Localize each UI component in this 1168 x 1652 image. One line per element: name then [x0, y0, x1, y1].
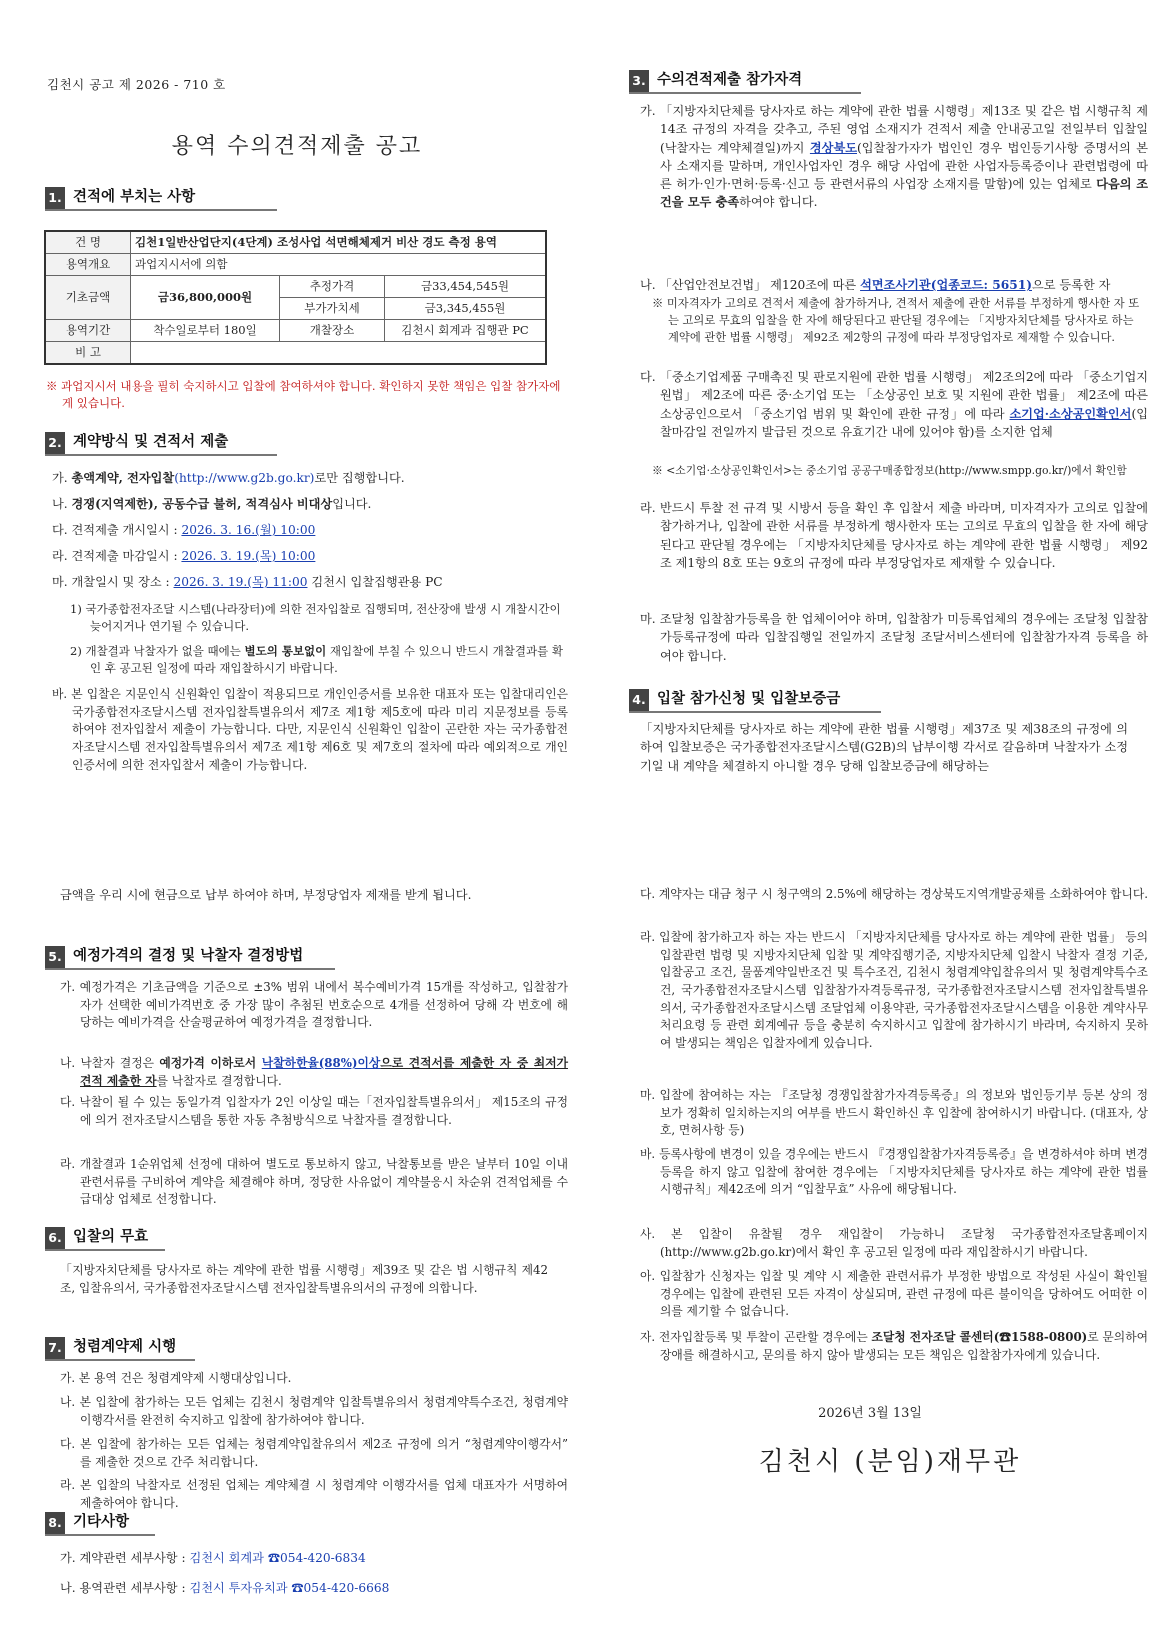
name-value: 김천1일반산업단지(4단계) 조성사업 석면해체제거 비산 경도 측정 용역: [131, 231, 547, 254]
issue-date: 2026년 3월 13일: [818, 1406, 922, 1421]
section-number: 6.: [45, 1227, 65, 1249]
place-value: 김천시 회계과 집행관 PC: [385, 320, 547, 342]
lower-limit-rate: 낙찰하한율(88%)이상: [261, 1056, 381, 1070]
section-number: 2.: [45, 432, 65, 454]
item-marker: 나.: [52, 497, 72, 511]
item-text: 가. 「지방자치단체를 당사자로 하는 계약에 관한 법률 시행령」제13조 및 같은 법 시행규칙 제14조 규정의 자격을 갖추고, 주된 영업 소재지가 견적서 제출 안내공고일 전일부터 입찰일(낙찰자는 계약체결일)까지: [640, 104, 1148, 155]
section-5-header: [45, 946, 335, 970]
r2-item-ra: 라. 입찰에 참가하고자 하는 자는 반드시 「지방자치단체를 당사자로 하는 계약에 관한 법률」 등의 입찰관련 법령 및 지방자치단체 입찰 및 계약집행기준, 지방자치단체 입찰시 낙찰자 결정 기준, 입찰공고 조건, 물품계약일반조건 및 특수조건, 김천시 청렴계약입찰유의서 및 청렴계약특수조건, 국가종합전자조달시스템 입찰참가자격등록규정, 국가종합전자조달시스템 전자입찰특별유의서, 국가종합전자조달시스템 조달업체 이용약관, 국가종합전자조달시스템을 이용한 계약사무처리요령 등 관련 회계예규 등을 충분히 숙지하시고 입찰에 참가하시기 바라며, 숙지하지 못하여 발생되는 책임은 입찰자에게 있습니다.: [640, 930, 1148, 1051]
section-title: 입찰 참가신청 및 입찰보증금: [657, 691, 841, 708]
name-label: 건 명: [45, 231, 131, 254]
s4-body: 「지방자치단체를 당사자로 하는 계약에 관한 법률 시행령」제37조 및 제38조의 규정에 의하여 입찰보증은 국가종합전자조달시스템(G2B)의 납부이행 각서로 갈음하며 낙찰자가 소정 기일 내 계약을 체결하지 아니할 경우 당해 입찰보증금에 해당하는: [640, 722, 1128, 773]
s2-item-ma: [52, 573, 568, 591]
base-label: 기초금액: [45, 276, 131, 320]
section-title: 기타사항: [73, 1514, 130, 1531]
s7-item-ra: 라. 본 입찰의 낙찰자로 선정된 업체는 계약체결 시 청렴계약 이행각서를 업체 대표자가 서명하여 제출하여야 합니다.: [60, 1478, 568, 1510]
s3-item-ma: 마. 조달청 입찰참가등록을 한 업체이어야 하며, 입찰참가 미등록업체의 경우에는 조달청 입찰참가등록규정에 따라 입찰집행일 전일까지 조달청 조달서비스센터에 입찰참가자격 등록을 하여야 합니다.: [640, 612, 1148, 663]
item-text: 자. 전자입찰등록 및 투찰이 곤란할 경우에는: [640, 1330, 872, 1344]
s2-item-ga: [52, 469, 568, 487]
item-text: 로만 집행합니다.: [314, 471, 405, 485]
s7-item-da: 다. 본 입찰에 참가하는 모든 업체는 청렴계약입찰유의서 제2조 규정에 의거 “청렴계약이행각서” 를 제출한 것으로 간주 처리합니다.: [60, 1437, 568, 1469]
s7-item-na: 나. 본 입찰에 참가하는 모든 업체는 김천시 청렴계약 입찰특별유의서 청렴계약특수조건, 청렴계약 이행각서를 완전히 숙지하고 입찰에 참가하여야 합니다.: [60, 1395, 568, 1427]
s3-item-ra: 라. 반드시 투찰 전 규격 및 시방서 등을 확인 후 입찰서 제출 바라며, 미자격자가 고의로 입찰에 참가하거나, 입찰에 관한 서류를 부정하게 행사한자 또는 고의로 무효의 입찰을 한 자에 해당된다고 판단될 경우에는 「지방자치단체를 당사자로 하는 계약에 관한 법률 시행령」 제92조 제1항의 8호 또는 9호의 규정에 따라 부정당업자로 제재할 수 있습니다.: [640, 501, 1148, 570]
item-text: (입찰참가자가 법인인 경우 법인등기사항 증명서의 본사 소재지를 말하며, 개인사업자인 경우 해당 사업에 관한 사업자등록증이나 관련법령에 따른 허가·인가·면허·등록·신고 등 관련서류의 사업장 소재지를 말함)에 있는 업체로: [660, 140, 1148, 192]
r2-item-ma: 마. 입찰에 참여하는 자는 『조달청 경쟁입찰참가자격등록증』의 정보와 법인등기부 등본 상의 정보가 정확히 일치하는지의 여부를 반드시 확인하신 후 입찰에 참여하시기 바랍니다. (대표자, 상호, 면허사항 등): [640, 1088, 1148, 1138]
item-bold: 석면조사기관(업종코드: 5651): [860, 278, 1032, 292]
table-row: [45, 320, 546, 342]
document-title: 용역 수의견적제출 공고: [171, 134, 423, 159]
item-bold: 경쟁(지역제한), 공동수급 불허, 적격심사 비대상: [71, 497, 333, 511]
region: 경상북도: [809, 140, 857, 155]
section-2-header: [45, 432, 277, 456]
item-text: 하여야 합니다.: [739, 195, 818, 210]
item-bold: 으로 견적서를 제출한 자 중 최저가 견적 제출한 자: [80, 1056, 568, 1088]
est-label: 추정가격: [280, 276, 385, 298]
section-number: 8.: [45, 1512, 65, 1534]
section-title: 계약방식 및 견적서 제출: [73, 434, 229, 451]
r2-item-ja: [640, 1329, 1148, 1364]
s7-item-ga: 가. 본 용역 건은 청렴계약제 시행대상입니다.: [60, 1371, 292, 1385]
issuer-name: 김천시 (분임)재무관: [758, 1447, 1022, 1477]
section-title: 예정가격의 결정 및 낙찰자 결정방법: [73, 948, 304, 965]
item-text: (입찰마감일 전일까지 발급된 것으로 유효기간 내에 있어야 함)를 소지한 업체: [660, 406, 1148, 439]
section-7-header: [45, 1337, 195, 1361]
item-text: 나. 용역관련 세부사항 :: [60, 1581, 190, 1595]
section-title: 견적에 부치는 사항: [73, 189, 196, 206]
period-value: 착수일로부터 180일: [131, 320, 280, 342]
contact-investment: 김천시 투자유치과 ☎054-420-6668: [189, 1581, 390, 1595]
section-number: 1.: [45, 187, 65, 209]
table-row: [45, 231, 546, 254]
s5-item-ga: 가. 예정가격은 기초금액을 기준으로 ±3% 범위 내에서 복수예비가격 15개를 작성하고, 입찰참가자가 선택한 예비가격번호 중 가장 많이 추첨된 번호순으로 4개를 선정하여 당해 각 번호에 해당하는 예비가격을 산술평균하여 예정가격을 결정합니다.: [60, 980, 568, 1030]
info-table: [44, 230, 547, 365]
item-text: 나. 낙찰자 결정은: [60, 1056, 160, 1070]
item-bold: 총액계약, 전자입찰: [71, 471, 175, 485]
remark-value: [131, 342, 547, 365]
section-title: 입찰의 무효: [73, 1229, 149, 1246]
overview-label: 용역개요: [45, 254, 131, 276]
item-text: 라. 견적제출 마감일시 :: [52, 549, 182, 563]
section-6-header: [45, 1227, 165, 1251]
s3-na-note: ※ 미자격자가 고의로 견적서 제출에 참가하거나, 견적서 제출에 관한 서류를 부정하게 행사한 자 또는 고의로 무효의 입찰을 한 자에 해당된다고 판단될 경우에는 「지방자치단체를 당사자로 하는 계약에 관한 법률 시행령」 제92조 제2항의 규정에 따라 부정당업자로 제재할 수 있습니다.: [652, 297, 1140, 344]
period-label: 용역기간: [45, 320, 131, 342]
contact-accounting: 김천시 회계과 ☎054-420-6834: [189, 1551, 366, 1565]
section-8-header: [45, 1512, 155, 1536]
s8-item-ga: [60, 1549, 568, 1567]
s3-item-da: [640, 368, 1148, 441]
item-bold: 다음의 조건을 모두 충족: [660, 177, 1149, 210]
item-text: 김천시 입찰집행관용 PC: [307, 575, 443, 589]
s5-item-ra: 라. 개찰결과 1순위업체 선정에 대하여 별도로 통보하지 않고, 낙찰통보를 받은 날부터 10일 이내 관련서류를 구비하여 계약을 체결해야 하며, 정당한 사유없이 계약불응시 차순위 견적업체를 수급대상 업체로 선정합니다.: [60, 1157, 568, 1207]
r2-item-sa: 사. 본 입찰이 유찰될 경우 재입찰이 가능하니 조달청 국가종합전자조달홈페이지(http://www.g2b.go.kr)에서 확인 후 공고된 일정에 따라 재입찰하시기 바랍니다.: [640, 1227, 1148, 1259]
call-center: 조달청 전자조달 콜센터(☎1588-0800): [871, 1330, 1088, 1344]
s2-item-ba: 바. 본 입찰은 지문인식 신원확인 입찰이 적용되므로 개인인증서를 보유한 대표자 또는 입찰대리인은 국가종합전자조달시스템 전자입찰특별유의서 제7조 제1항 제5호에 따라 미리 지문정보를 등록하여야 전자입찰서 제출이 가능합니다. 다만, 지문인식 신원확인 입찰이 곤란한 자는 국가종합전자조달시스템 전자입찰특별유의서 제7조 제1항 제6호 및 제7호의 절차에 따라 예외적으로 개인인증서에 의한 전자입찰서 제출이 가능합니다.: [52, 687, 568, 772]
item-bold: 예정가격 이하로서: [159, 1056, 262, 1070]
s3-da-note: ※ <소기업·소상공인확인서>는 중소기업 공공구매종합정보(http://www.smpp.go.kr/)에서 확인함: [652, 464, 1127, 477]
item-text: 재입찰에 부칠 수 있으니 반드시 개찰결과를 확인 후 공고된 일정에 따라 재입찰하시기 바랍니다.: [90, 644, 563, 676]
item-text: 2) 개찰결과 낙찰자가 없을 때에는: [70, 644, 245, 658]
item-text: 를 낙찰자로 결정합니다.: [156, 1073, 282, 1088]
end-date: 2026. 3. 19.(목) 10:00: [181, 549, 316, 563]
place-label: 개찰장소: [280, 320, 385, 342]
item-text: 다. 견적제출 개시일시 :: [52, 523, 182, 537]
s2-sub-1: 1) 국가종합전자조달 시스템(나라장터)에 의한 전자입찰로 집행되며, 전산장애 발생 시 개찰시간이 늦어지거나 연기될 수 있습니다.: [70, 602, 561, 634]
remark-label: 비 고: [45, 342, 131, 365]
overview-value: 과업지시서에 의함: [131, 254, 547, 276]
section-number: 3.: [629, 70, 649, 92]
section-1-header: [45, 187, 277, 211]
section-4-header: [629, 689, 881, 713]
warning-note: ※ 과업지시서 내용을 필히 숙지하시고 입찰에 참여하셔야 합니다. 확인하지 못한 책임은 입찰 참가자에게 있습니다.: [46, 379, 561, 411]
section-3-header: [629, 70, 861, 94]
item-marker: 가.: [52, 471, 72, 485]
item-bold: 별도의 통보없이: [244, 644, 327, 658]
open-date: 2026. 3. 19.(목) 11:00: [173, 575, 308, 589]
s5-item-da: 다. 낙찰이 될 수 있는 동일가격 입찰자가 2인 이상일 때는「전자입찰특별유의서」 제15조의 규정에 의거 전자조달시스템을 통한 자동 추첨방식으로 낙찰자를 결정합니다.: [60, 1095, 568, 1127]
section-title: 수의견적제출 참가자격: [657, 72, 803, 89]
notice-number: 김천시 공고 제 2026 - 710 호: [47, 77, 226, 92]
item-text: 으로 등록한 자: [1032, 278, 1111, 292]
start-date: 2026. 3. 16.(월) 10:00: [181, 523, 316, 537]
item-text: 나. 「산업안전보건법」 제120조에 따른: [640, 278, 861, 292]
table-row: [45, 342, 546, 365]
s2-sub-2: [70, 643, 568, 678]
vat-label: 부가가치세: [280, 298, 385, 320]
section-title: 청렴계약제 시행: [73, 1339, 177, 1356]
item-text: 다. 「중소기업제품 구매촉진 및 판로지원에 관한 법률 시행령」 제2조의2에 따라 「중소기업지원법」 제2조에 따른 중·소기업 또는 「소상공인 보호 및 지원에 관한 법률」 제2조에 따른 소상공인으로서 「중소기업 범위 및 확인에 관한 규정」에 따라: [640, 370, 1148, 421]
s6-body: 「지방자치단체를 당사자로 하는 계약에 관한 법률 시행령」제39조 및 같은 법 시행규칙 제42조, 입찰유의서, 국가종합전자조달시스템 전자입찰특별유의서의 규정에 의합니다.: [60, 1263, 548, 1295]
g2b-link[interactable]: (http://www.g2b.go.kr): [174, 471, 315, 485]
section-number: 4.: [629, 689, 649, 711]
table-row: [45, 276, 546, 298]
continuation-text: 금액을 우리 시에 현금으로 납부 하여야 하며, 부정당업자 제재를 받게 됩니다.: [60, 888, 472, 902]
item-bold: 소기업·소상공인확인서: [1009, 406, 1132, 421]
item-text: 가. 계약관련 세부사항 :: [60, 1551, 190, 1565]
section-number: 5.: [45, 946, 65, 968]
table-row: [45, 254, 546, 276]
s5-item-na: [60, 1055, 568, 1090]
item-text: 입니다.: [332, 497, 372, 511]
s3-item-na: [640, 276, 1148, 294]
s2-item-ra: [52, 547, 568, 565]
s8-item-na: [60, 1579, 568, 1597]
item-text: 로 문의하여 장애를 해결하시고, 문의를 하지 않아 발생되는 모든 책임은 입찰참가자에게 있습니다.: [660, 1330, 1148, 1362]
section-number: 7.: [45, 1337, 65, 1359]
s2-item-da: [52, 521, 568, 539]
r2-item-ba: 바. 등록사항에 변경이 있을 경우에는 반드시 『경쟁입찰참가자격등록증』을 변경하셔야 하며 변경등록을 하지 않고 입찰에 참여한 경우에는 「지방자치단체를 당사자로 하는 계약에 관한 법률 시행규칙」제42조에 의거 “입찰무효” 사유에 해당됩니다.: [640, 1147, 1148, 1197]
vat-value: 금3,345,455원: [385, 298, 547, 320]
r2-item-a: 아. 입찰참가 신청자는 입찰 및 계약 시 제출한 관련서류가 부정한 방법으로 작성된 사실이 확인될 경우에는 입찰에 관련된 모든 자격이 상실되며, 관련 규정에 따른 불이익을 당하여도 어떠한 이의를 제기할 수 없습니다.: [640, 1269, 1148, 1319]
r2-item-da: 다. 계약자는 대금 청구 시 청구액의 2.5%에 해당하는 경상북도지역개발공채를 소화하여야 합니다.: [640, 887, 1149, 901]
s3-item-ga: [640, 102, 1148, 212]
base-value: 금36,800,000원: [131, 276, 280, 320]
item-text: 마. 개찰일시 및 장소 :: [52, 575, 174, 589]
est-value: 금33,454,545원: [385, 276, 547, 298]
s2-item-na: [52, 495, 568, 513]
